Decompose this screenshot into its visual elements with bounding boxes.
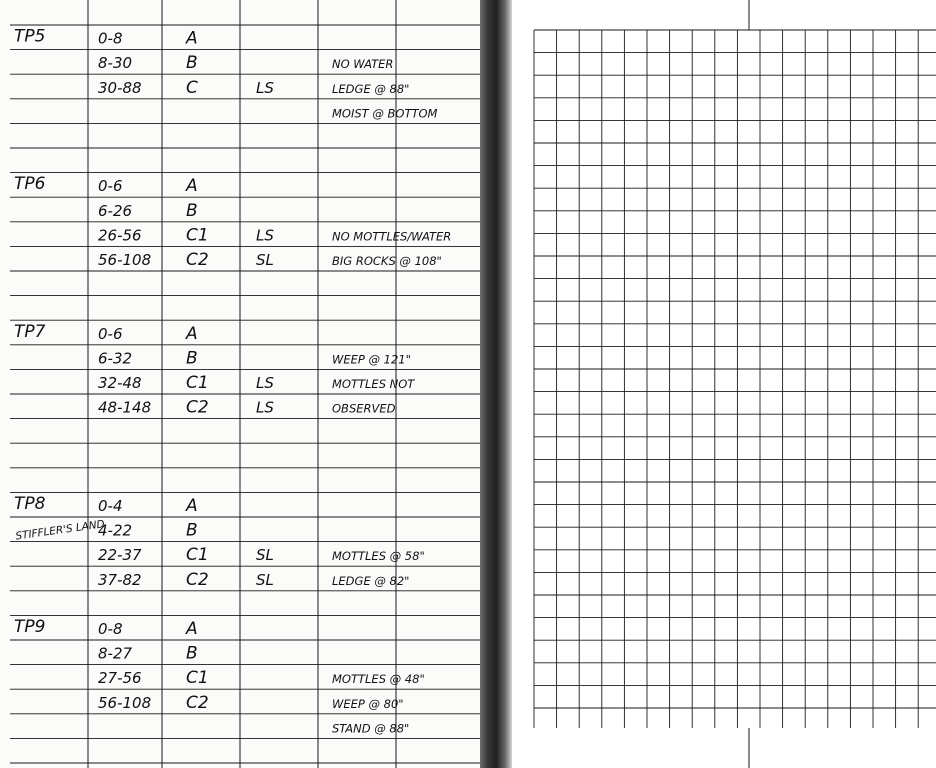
soil-texture: SL (256, 546, 274, 565)
notebook-gutter (480, 0, 516, 768)
field-note: WEEP @ 80" (332, 696, 404, 711)
soil-horizon: C2 (186, 250, 209, 270)
depth-range: 27-56 (98, 669, 142, 688)
soil-texture: LS (256, 398, 274, 417)
soil-horizon: C (186, 77, 198, 98)
field-note: STAND @ 88" (332, 721, 410, 736)
soil-horizon: B (186, 520, 198, 541)
soil-horizon: A (186, 496, 198, 516)
depth-range: 56-108 (98, 693, 152, 712)
soil-horizon: A (186, 28, 198, 49)
field-note: WEEP @ 121" (332, 352, 411, 367)
right-page-grid-lines (512, 0, 936, 768)
depth-range: 56-108 (98, 251, 152, 269)
field-note: BIG ROCKS @ 108" (332, 254, 442, 268)
soil-horizon: B (186, 200, 198, 221)
test-pit-label: TP8 (14, 494, 46, 514)
field-note: OBSERVED (332, 401, 396, 416)
soil-horizon: C1 (186, 373, 209, 393)
depth-range: 30-88 (98, 78, 142, 97)
soil-horizon: A (186, 323, 198, 344)
soil-horizon: C1 (186, 225, 209, 246)
soil-texture: LS (256, 374, 274, 392)
depth-range: 0-8 (98, 29, 123, 48)
soil-horizon: C1 (186, 668, 209, 689)
depth-range: 0-6 (98, 324, 123, 343)
field-note: LEDGE @ 82" (332, 573, 410, 588)
depth-range: 8-30 (98, 54, 133, 73)
field-note: NO WATER (332, 57, 394, 72)
soil-horizon: C2 (186, 397, 209, 418)
test-pit-label: TP7 (14, 321, 46, 342)
test-pit-sublabel: STIFFLER'S LAND (14, 518, 106, 543)
depth-range: 26-56 (98, 226, 142, 245)
field-note: MOIST @ BOTTOM (332, 106, 438, 121)
test-pit-label: TP9 (14, 617, 46, 637)
soil-horizon: C2 (186, 692, 209, 713)
soil-horizon: C2 (186, 569, 209, 590)
depth-range: 0-8 (98, 620, 123, 638)
field-note: MOTTLES NOT (332, 377, 415, 391)
depth-range: 22-37 (98, 546, 142, 565)
depth-range: 37-82 (98, 570, 142, 589)
depth-range: 0-4 (98, 497, 123, 515)
soil-texture: LS (256, 78, 274, 97)
soil-texture: SL (256, 251, 274, 269)
field-note: MOTTLES @ 58" (332, 549, 425, 564)
soil-horizon: B (186, 643, 198, 664)
soil-horizon: C1 (186, 545, 209, 566)
depth-range: 48-148 (98, 398, 152, 417)
right-page-grid (512, 0, 936, 768)
soil-texture: SL (256, 570, 274, 589)
soil-horizon: B (186, 53, 198, 74)
depth-range: 8-27 (98, 644, 133, 663)
field-note: NO MOTTLES/WATER (332, 229, 452, 244)
soil-horizon: B (186, 348, 198, 369)
depth-range: 4-22 (98, 521, 133, 540)
field-note: LEDGE @ 88" (332, 81, 410, 96)
test-pit-label: TP5 (14, 26, 46, 47)
soil-texture: LS (256, 226, 274, 245)
test-pit-label: TP6 (14, 174, 46, 195)
depth-range: 0-6 (98, 177, 123, 196)
depth-range: 6-32 (98, 349, 133, 368)
field-note: MOTTLES @ 48" (332, 672, 425, 687)
depth-range: 6-26 (98, 201, 133, 220)
soil-horizon: A (186, 176, 198, 197)
depth-range: 32-48 (98, 374, 142, 392)
soil-horizon: A (186, 619, 198, 639)
